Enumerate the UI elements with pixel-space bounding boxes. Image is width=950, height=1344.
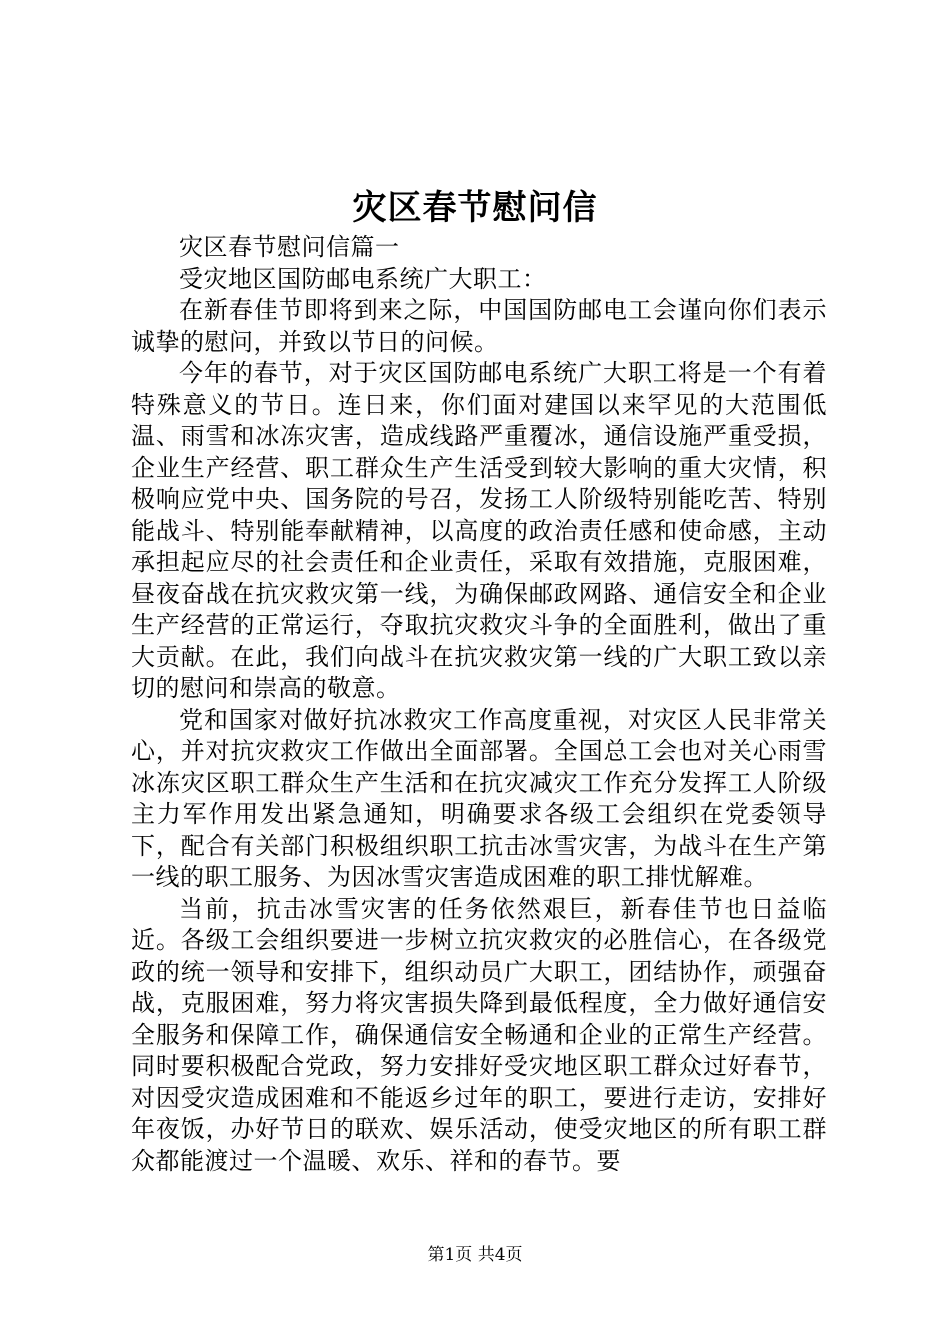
- paragraph-salutation: 受灾地区国防邮电系统广大职工：: [179, 264, 547, 293]
- document-body: [131, 232, 827, 1177]
- document-title: 灾区春节慰问信: [352, 188, 598, 228]
- paragraph-body: 党和国家对做好抗冰救灾工作高度重视，对灾区人民非常关心，并对抗灾救灾工作做出全面部署。全国总工会也对关心雨雪冰冻灾区职工群众生产生活和在抗灾减灾工作充分发挥工人阶级主力军作用发出紧急通知，明确要求各级工会组织在党委领导下，配合有关部门积极组织职工抗击冰雪灾害，为战斗在生产第一线的职工服务、为因冰雪灾害造成困难的职工排忧解难。: [131, 705, 827, 891]
- paragraph-body: 今年的春节，对于灾区国防邮电系统广大职工将是一个有着特殊意义的节日。连日来，你们面对建国以来罕见的大范围低温、雨雪和冰冻灾害，造成线路严重覆冰，通信设施严重受损，企业生产经营、职工群众生产生活受到较大影响的重大灾情，积极响应党中央、国务院的号召，发扬工人阶级特别能吃苦、特别能战斗、特别能奉献精神，以高度的政治责任感和使命感，主动承担起应尽的社会责任和企业责任，采取有效措施，克服困难，昼夜奋战在抗灾救灾第一线，为确保邮政网路、通信安全和企业生产经营的正常运行，夺取抗灾救灾斗争的全面胜利，做出了重大贡献。在此，我们向战斗在抗灾救灾第一线的广大职工致以亲切的慰问和崇高的敬意。: [131, 359, 827, 702]
- paragraph-greeting: 在新春佳节即将到来之际，中国国防邮电工会谨向你们表示诚挚的慰问，并致以节日的问候。: [131, 296, 827, 356]
- paragraph-body: 当前，抗击冰雪灾害的任务依然艰巨，新春佳节也日益临近。各级工会组织要进一步树立抗灾救灾的必胜信心，在各级党政的统一领导和安排下，组织动员广大职工，团结协作，顽强奋战，克服困难，努力将灾害损失降到最低程度，全力做好通信安全服务和保障工作，确保通信安全畅通和企业的正常生产经营。同时要积极配合党政，努力安排好受灾地区职工群众过好春节，对因受灾造成困难和不能返乡过年的职工，要进行走访，安排好年夜饭，办好节日的联欢、娱乐活动，使受灾地区的所有职工群众都能渡过一个温暖、欢乐、祥和的春节。要: [131, 894, 827, 1175]
- page-number-footer: 第1页 共4页: [427, 1245, 523, 1265]
- paragraph-heading: 灾区春节慰问信篇一: [179, 233, 400, 261]
